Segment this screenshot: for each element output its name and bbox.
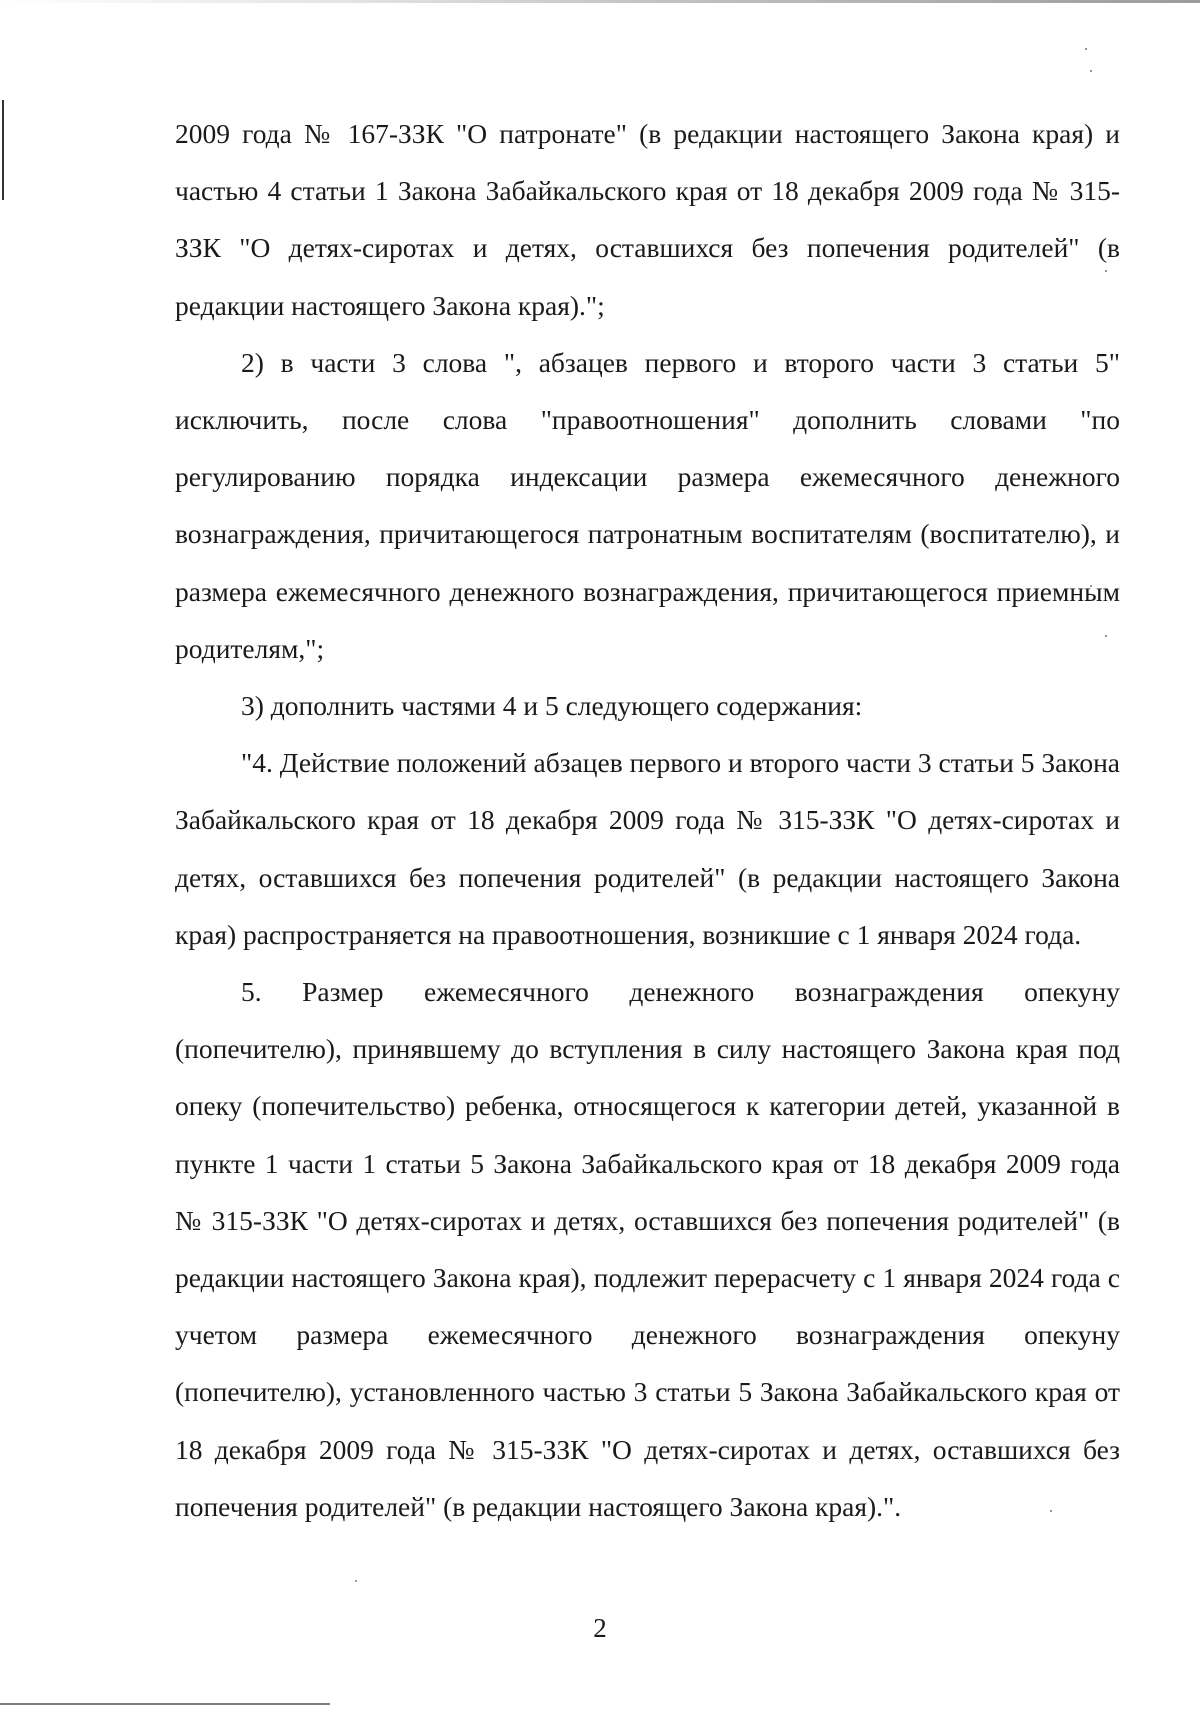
paragraph-part-5: 5. Размер ежемесячного денежного вознаграждения опекуну (попечителю), принявшему до вступления в силу настоящего Закона края под опеку (попечительство) ребенка, относящегося к категории детей, указанной в пункте 1 части 1 статьи 5 Закона Забайкальского края от 18 декабря 2009 года № 315-ЗЗК "О детях-сиротах и детях, оставшихся без попечения родителей" (в редакции настоящего Закона края), подлежит перерасчету с 1 января 2024 года с учетом размера ежемесячного денежного вознаграждения опекуну (попечителю), установленного частью 3 статьи 5 Закона Забайкальского края от 18 декабря 2009 года № 315-ЗЗК "О детях-сиротах и детях, оставшихся без попечения родителей" (в редакции настоящего Закона края).". — [175, 976, 1120, 1522]
scan-speck — [355, 1580, 357, 1582]
scan-edge-left — [2, 100, 4, 200]
scan-speck — [1090, 70, 1092, 72]
paragraph-part-4: "4. Действие положений абзацев первого и второго части 3 статьи 5 Закона Забайкальского края от 18 декабря 2009 года № 315-ЗЗК "О детях-сиротах и детях, оставшихся без попечения родителей" (в редакции настоящего Закона края) распространяется на правоотношения, возникшие с 1 января 2024 года. — [175, 747, 1120, 950]
scan-speck — [1085, 48, 1087, 50]
page-number: 2 — [593, 1613, 607, 1643]
paragraph-item-2: 2) в части 3 слова ", абзацев первого и второго части 3 статьи 5" исключить, после слова "правоотношения" дополнить словами "по регулированию порядка индексации размера ежемесячного денежного вознаграждения, причитающегося патронатным воспитателям (воспитателю), и размера ежемесячного денежного вознаграждения, причитающегося приемным родителям,"; — [175, 346, 1120, 664]
scan-edge-bottom — [0, 1703, 330, 1705]
paragraph-continuation: 2009 года № 167-ЗЗК "О патронате" (в редакции настоящего Закона края) и частью 4 статьи 1 Закона Забайкальского края от 18 декабря 2009 года № 315-ЗЗК "О детях-сиротах и детях, оставшихся без попечения родителей" (в редакции настоящего Закона края)."; — [175, 118, 1120, 321]
document-body — [175, 105, 1120, 1535]
paragraph-item-3: 3) дополнить частями 4 и 5 следующего содержания: — [241, 690, 863, 722]
scan-edge-top — [0, 0, 1200, 3]
